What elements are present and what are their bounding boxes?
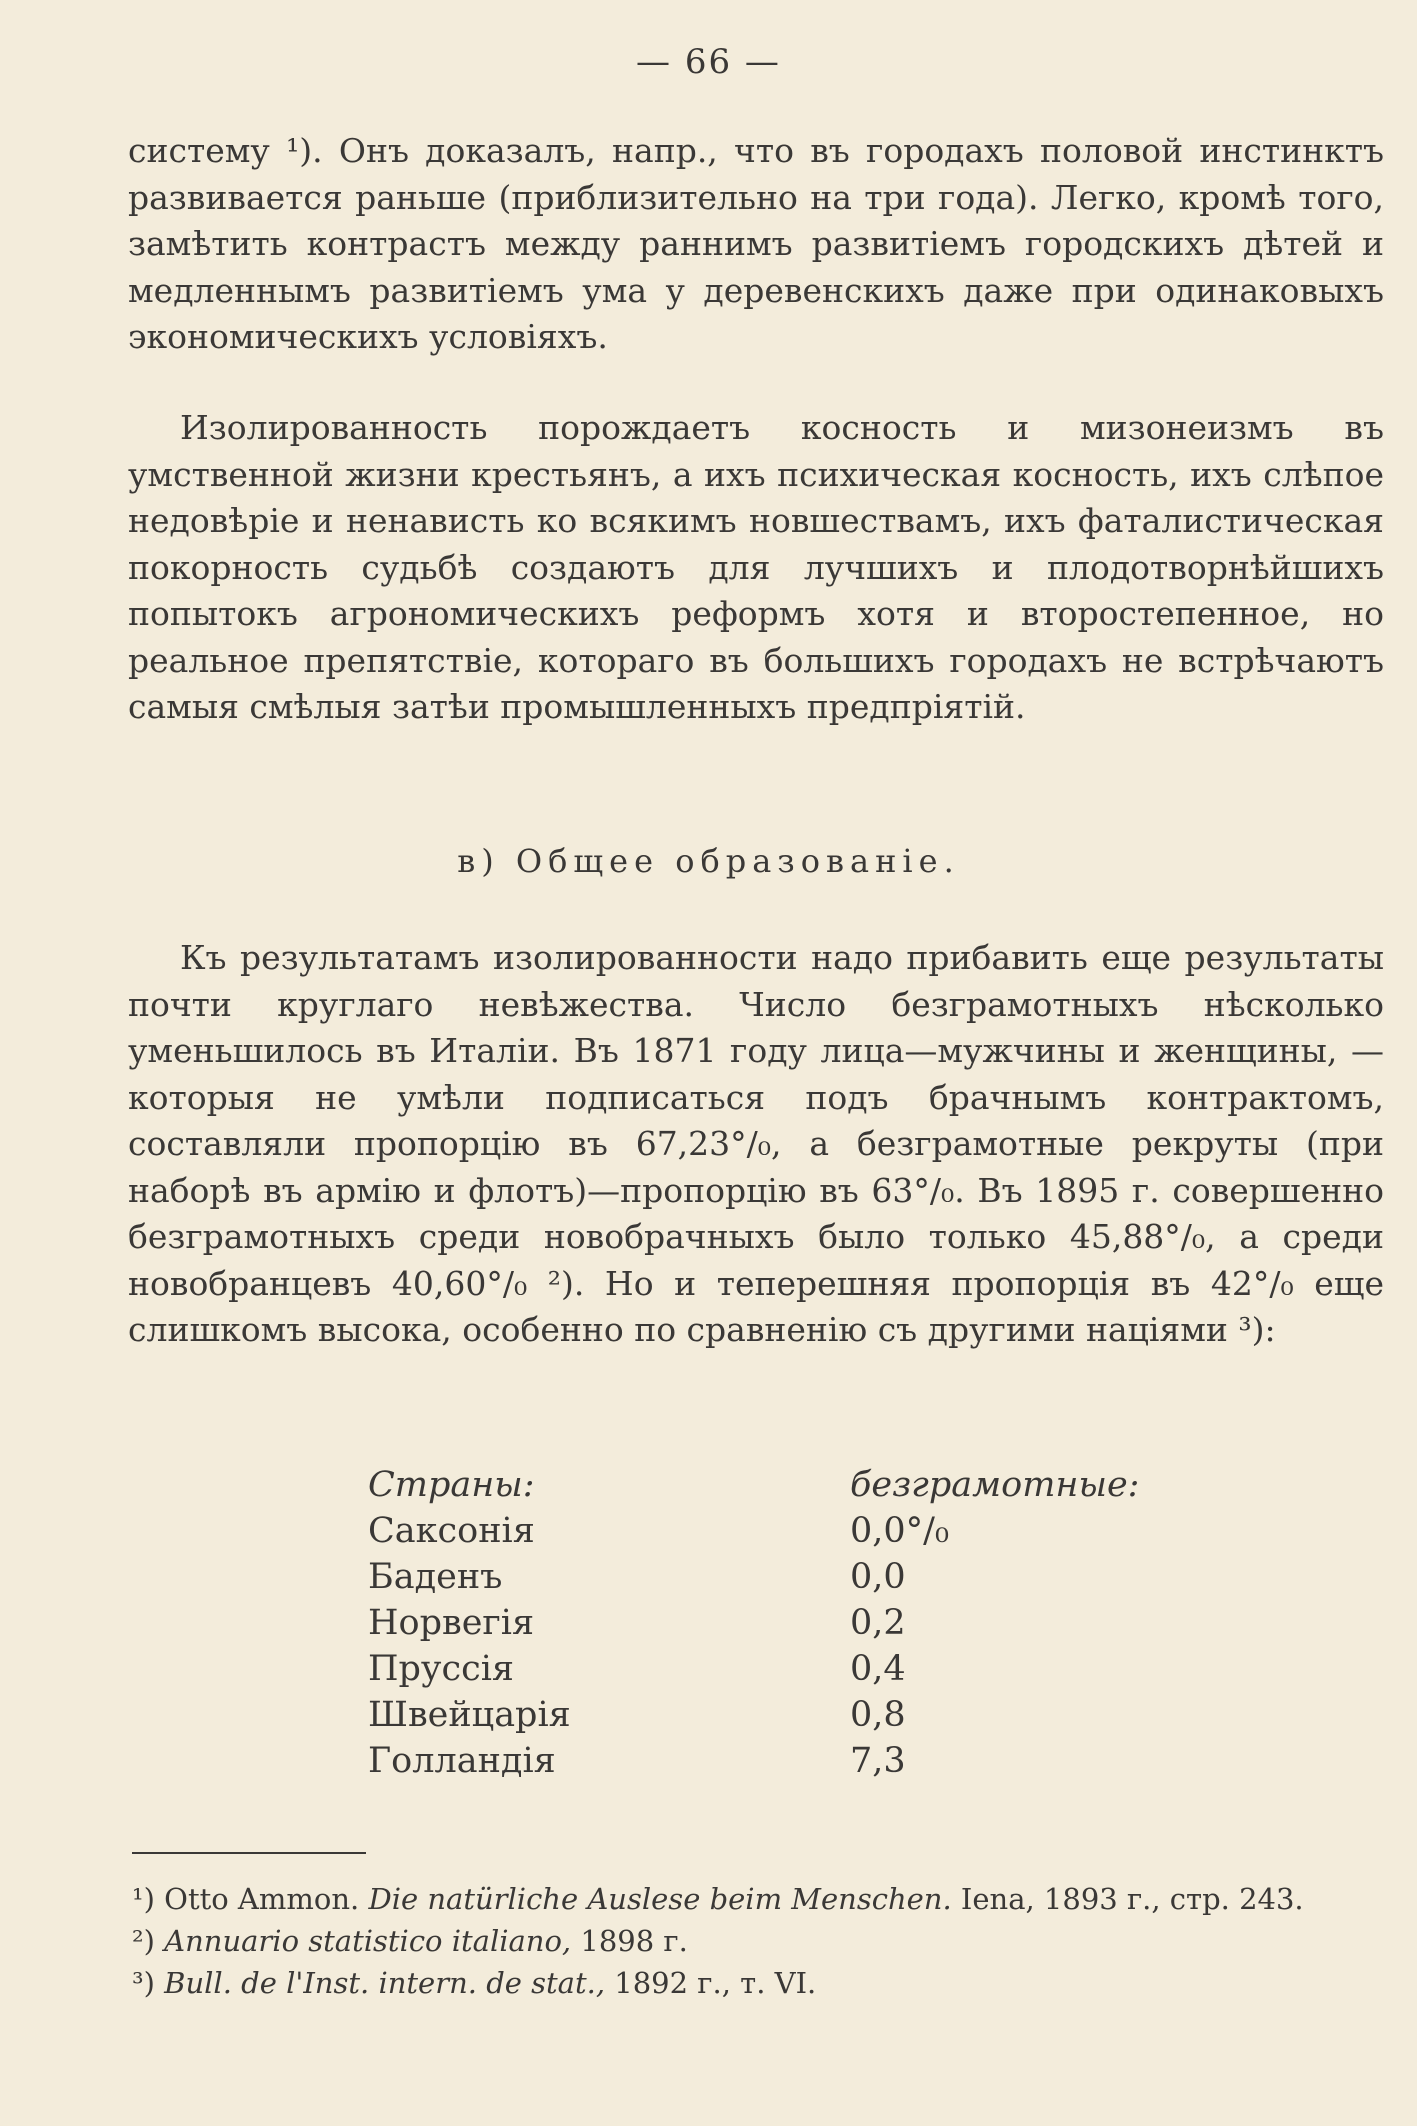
footnote-title: Annuario statistico italiano, <box>164 1924 572 1958</box>
country-name: Норвегія <box>368 1603 535 1643</box>
table-row <box>368 1508 1168 1554</box>
table-row <box>368 1554 1168 1600</box>
footnote-mark: ²) <box>132 1924 155 1958</box>
header-value: безграмотные: <box>850 1465 1140 1505</box>
illiteracy-value: 7,3 <box>850 1741 906 1781</box>
illiteracy-value: 0,2 <box>850 1603 906 1643</box>
paragraph-2 <box>128 405 1384 731</box>
footnote-title: Die natürliche Auslese beim Menschen. <box>368 1882 952 1916</box>
paragraph-3-text: Къ результатамъ изолированности надо прибавить еще результаты почти круглаго невѣжества. Число безграмотныхъ нѣсколько уменьшилось въ Италіи. Въ 1871 году лица—мужчины и женщины, — которыя не умѣли подписаться подъ брачнымъ контрактомъ, составляли пропорцію въ 67,23°/₀, а безграмотные рекруты (при наборѣ въ армію и флотъ)—пропорцію въ 63°/₀. Въ 1895 г. совершенно безграмотныхъ среди новобрачныхъ было только 45,88°/₀, а среди новобранцевъ 40,60°/₀ ²). Но и теперешняя пропорція въ 42°/₀ еще слишкомъ высока, особенно по сравненію съ другими націями ³): <box>128 938 1384 1349</box>
illiteracy-value: 0,0 <box>850 1557 906 1597</box>
illiteracy-value: 0,4 <box>850 1649 906 1689</box>
country-name: Пруссія <box>368 1649 514 1689</box>
footnote-divider <box>132 1852 366 1854</box>
footnote-mark: ¹) <box>132 1882 155 1916</box>
illiteracy-value: 0,8 <box>850 1695 906 1735</box>
footnote-1 <box>132 1878 1382 1920</box>
paragraph-2-text: Изолированность порождаетъ косность и мизонеизмъ въ умственной жизни крестьянъ, а ихъ психическая косность, ихъ слѣпое недовѣріе и ненависть ко всякимъ новшествамъ, ихъ фаталистическая покорность судьбѣ создаютъ для лучшихъ и плодотворнѣйшихъ попытокъ агрономическихъ реформъ хотя и второстепенное, но реальное препятствіе, котораго въ большихъ городахъ не встрѣчаютъ самыя смѣлыя затѣи промышленныхъ предпріятій. <box>128 408 1384 726</box>
illiteracy-table <box>368 1462 1168 1784</box>
section-title: в) Общее образованіе. <box>457 842 960 880</box>
page-number: — 66 — <box>636 42 781 82</box>
footnote-mark: ³) <box>132 1966 155 2000</box>
table-row <box>368 1738 1168 1784</box>
table-row <box>368 1646 1168 1692</box>
country-name: Голландія <box>368 1741 556 1781</box>
paragraph-1: систему ¹). Онъ доказалъ, напр., что въ городахъ половой инстинктъ развивается раньше (приблизительно на три года). Легко, кромѣ того, замѣтить контрастъ между раннимъ развитіемъ городскихъ дѣтей и медленнымъ развитіемъ ума у деревенскихъ даже при одинаковыхъ экономическихъ условіяхъ. <box>128 131 1384 356</box>
table-row <box>368 1692 1168 1738</box>
footnote-rest: 1898 г. <box>580 1924 688 1958</box>
footnote-rest: Iena, 1893 г., стр. 243. <box>960 1882 1304 1916</box>
table-row <box>368 1600 1168 1646</box>
illiteracy-value: 0,0°/₀ <box>850 1511 949 1551</box>
footnote-author: Otto Ammon. <box>164 1882 360 1916</box>
footnote-3 <box>132 1962 1382 2004</box>
country-name: Саксонія <box>368 1511 535 1551</box>
country-name: Швейцарія <box>368 1695 571 1735</box>
country-name: Баденъ <box>368 1557 503 1597</box>
footnote-2 <box>132 1920 1382 1962</box>
table-header <box>368 1462 1168 1508</box>
paragraph-3 <box>128 935 1384 1354</box>
footnotes <box>132 1878 1382 2004</box>
footnote-rest: 1892 г., т. VI. <box>614 1966 817 2000</box>
footnote-title: Bull. de l'Inst. intern. de stat., <box>164 1966 606 2000</box>
header-country: Страны: <box>368 1465 535 1505</box>
